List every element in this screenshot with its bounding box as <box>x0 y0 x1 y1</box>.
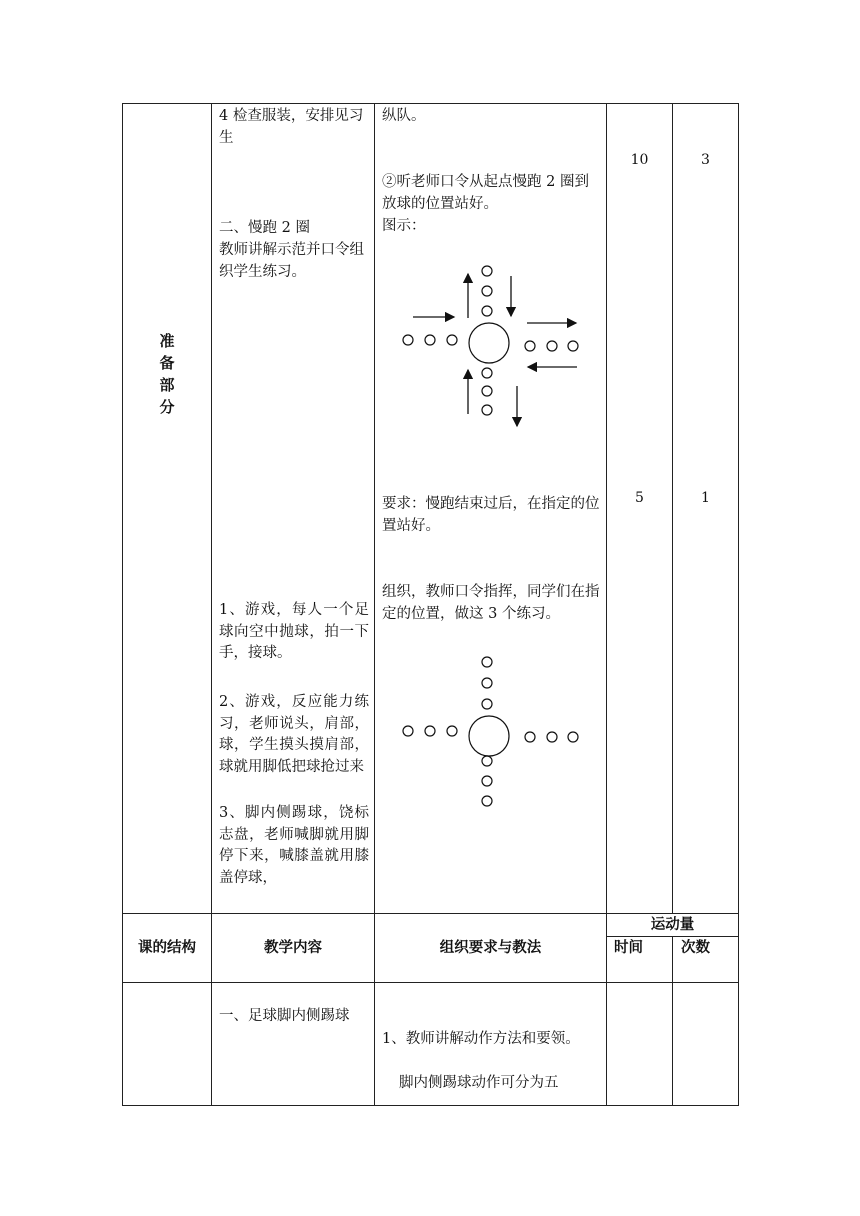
content-game2: 2、游戏，反应能力练习，老师说头，肩部，球，学生摸头摸肩部，球就用脚低把球抢过来 <box>219 694 369 775</box>
player-marker <box>447 726 457 736</box>
player-marker <box>482 699 492 709</box>
player-marker <box>403 726 413 736</box>
org-organize: 组织，教师口令指挥，同学们在指定的位置，做这 3 个练习。 <box>382 584 600 622</box>
player-marker <box>568 732 578 742</box>
header-organization: 组织要求与教法 <box>439 940 542 956</box>
content-item4: 4 检查服装，安排见习生 <box>219 108 364 146</box>
org-top: 纵队。 <box>382 108 426 124</box>
player-marker <box>525 732 535 742</box>
player-marker <box>425 726 435 736</box>
player-marker <box>482 756 492 766</box>
content-jog-desc: 教师讲解示范并口令组织学生练习。 <box>219 242 364 280</box>
content-jog-title: 二、慢跑 2 圈 <box>219 220 310 236</box>
org-step2: ②听老师口令从起点慢跑 2 圈到放球的位置站好。 <box>382 174 589 212</box>
next-org-line2: 脚内侧踢球动作可分为五 <box>399 1075 559 1091</box>
header-structure: 课的结构 <box>138 940 196 956</box>
count-value-2: 1 <box>701 490 710 506</box>
player-marker <box>547 732 557 742</box>
ball-center <box>469 716 509 756</box>
header-load: 运动量 <box>650 917 695 933</box>
next-content: 一、足球脚内侧踢球 <box>219 1008 350 1024</box>
player-marker <box>482 657 492 667</box>
next-org-line1: 1、教师讲解动作方法和要领。 <box>382 1031 580 1047</box>
player-marker <box>482 796 492 806</box>
player-marker <box>482 776 492 786</box>
header-time: 时间 <box>614 940 643 956</box>
header-content: 教学内容 <box>264 940 322 956</box>
org-figure-label: 图示： <box>382 218 426 234</box>
header-count: 次数 <box>681 940 710 956</box>
content-game1: 1、游戏，每人一个足球向空中抛球，拍一下手，接球。 <box>219 602 369 661</box>
count-value-1: 3 <box>701 152 710 168</box>
player-marker <box>482 678 492 688</box>
content-game3: 3、脚内侧踢球，饶标志盘，老师喊脚就用脚停下来，喊膝盖就用膝盖停球， <box>219 805 369 886</box>
section-label-text: 准备部分 <box>159 332 175 416</box>
time-value-1: 10 <box>630 152 649 168</box>
time-value-2: 5 <box>635 490 644 506</box>
org-requirement: 要求：慢跑结束过后，在指定的位置站好。 <box>382 496 600 534</box>
